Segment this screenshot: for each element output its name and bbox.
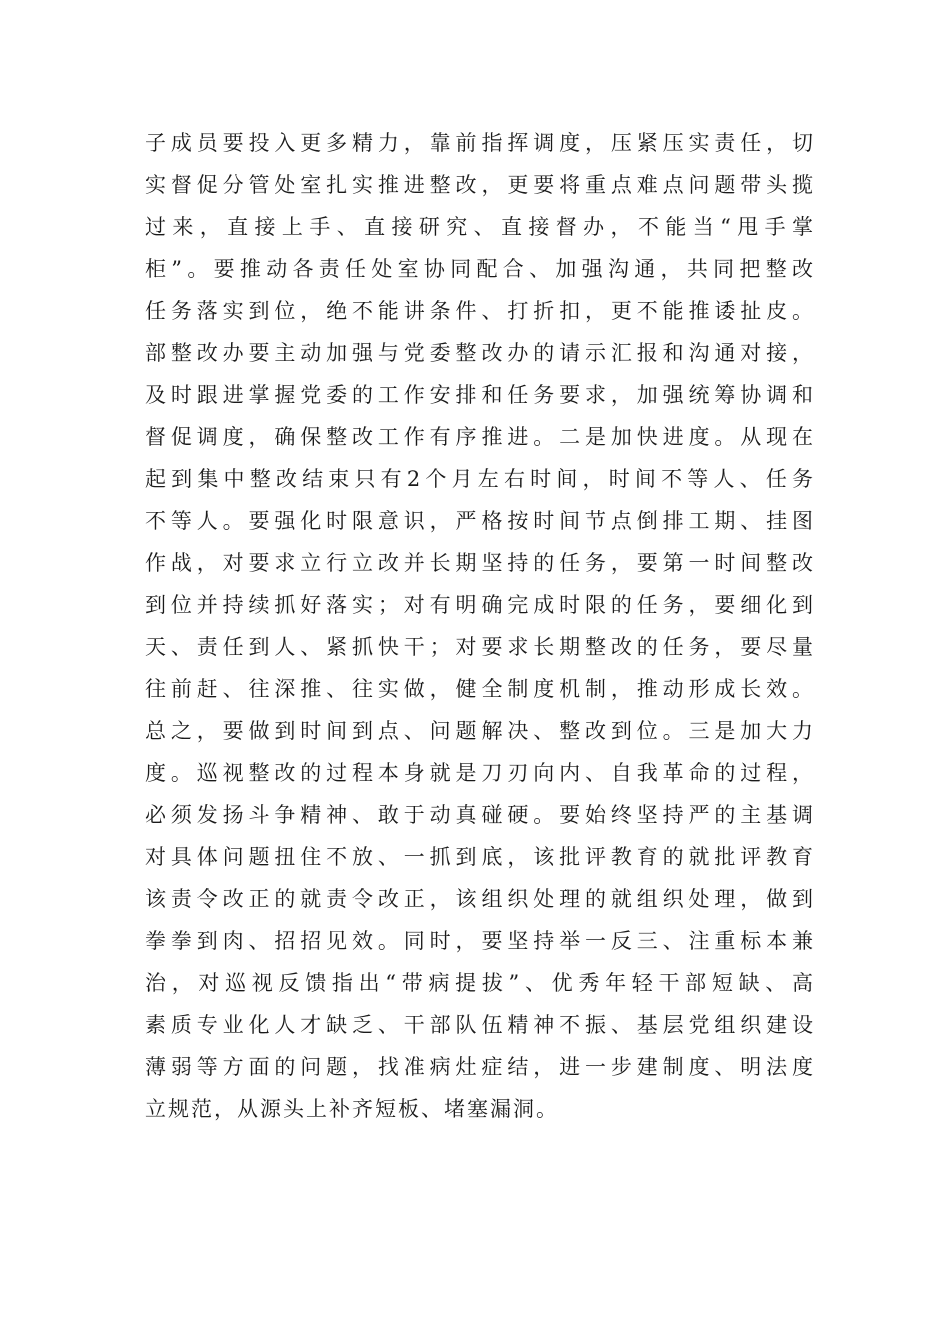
text-line: 部整改办要主动加强与党委整改办的请示汇报和沟通对接， xyxy=(145,341,815,365)
text-line: 天、责任到人、紧抓快干；对要求长期整改的任务，要尽量 xyxy=(145,635,815,659)
text-line: 子成员要投入更多精力，靠前指挥调度，压紧压实责任，切 xyxy=(145,131,815,155)
text-line: 实督促分管处室扎实推进整改，更要将重点难点问题带头揽 xyxy=(145,173,815,197)
text-line: 对具体问题扭住不放、一抓到底，该批评教育的就批评教育 xyxy=(145,845,815,869)
text-line: 立规范，从源头上补齐短板、堵塞漏洞。 xyxy=(145,1097,559,1121)
text-line: 该责令改正的就责令改正，该组织处理的就组织处理，做到 xyxy=(145,887,815,911)
text-line: 到位并持续抓好落实；对有明确完成时限的任务，要细化到 xyxy=(145,593,815,617)
text-line: 过来，直接上手、直接研究、直接督办，不能当“甩手掌 xyxy=(145,215,815,239)
text-line: 薄弱等方面的问题，找准病灶症结，进一步建制度、明法度 xyxy=(145,1055,815,1079)
text-line: 柜”。要推动各责任处室协同配合、加强沟通，共同把整改 xyxy=(145,257,815,281)
text-line: 作战，对要求立行立改并长期坚持的任务，要第一时间整改 xyxy=(145,551,815,575)
body-paragraph xyxy=(145,122,815,1130)
text-line: 总之，要做到时间到点、问题解决、整改到位。三是加大力 xyxy=(145,719,815,743)
text-line: 往前赶、往深推、往实做，健全制度机制，推动形成长效。 xyxy=(145,677,815,701)
text-line: 拳拳到肉、招招见效。同时，要坚持举一反三、注重标本兼 xyxy=(145,929,815,953)
text-line: 治，对巡视反馈指出“带病提拔”、优秀年轻干部短缺、高 xyxy=(145,971,815,995)
text-line: 起到集中整改结束只有2个月左右时间，时间不等人、任务 xyxy=(145,467,815,491)
text-line: 度。巡视整改的过程本身就是刀刃向内、自我革命的过程， xyxy=(145,761,815,785)
text-line: 素质专业化人才缺乏、干部队伍精神不振、基层党组织建设 xyxy=(145,1013,815,1037)
text-line: 及时跟进掌握党委的工作安排和任务要求，加强统筹协调和 xyxy=(145,383,815,407)
text-line: 任务落实到位，绝不能讲条件、打折扣，更不能推诿扯皮。 xyxy=(145,299,815,323)
text-line: 必须发扬斗争精神、敢于动真碰硬。要始终坚持严的主基调 xyxy=(145,803,815,827)
text-line: 督促调度，确保整改工作有序推进。二是加快进度。从现在 xyxy=(145,425,815,449)
text-line: 不等人。要强化时限意识，严格按时间节点倒排工期、挂图 xyxy=(145,509,815,533)
